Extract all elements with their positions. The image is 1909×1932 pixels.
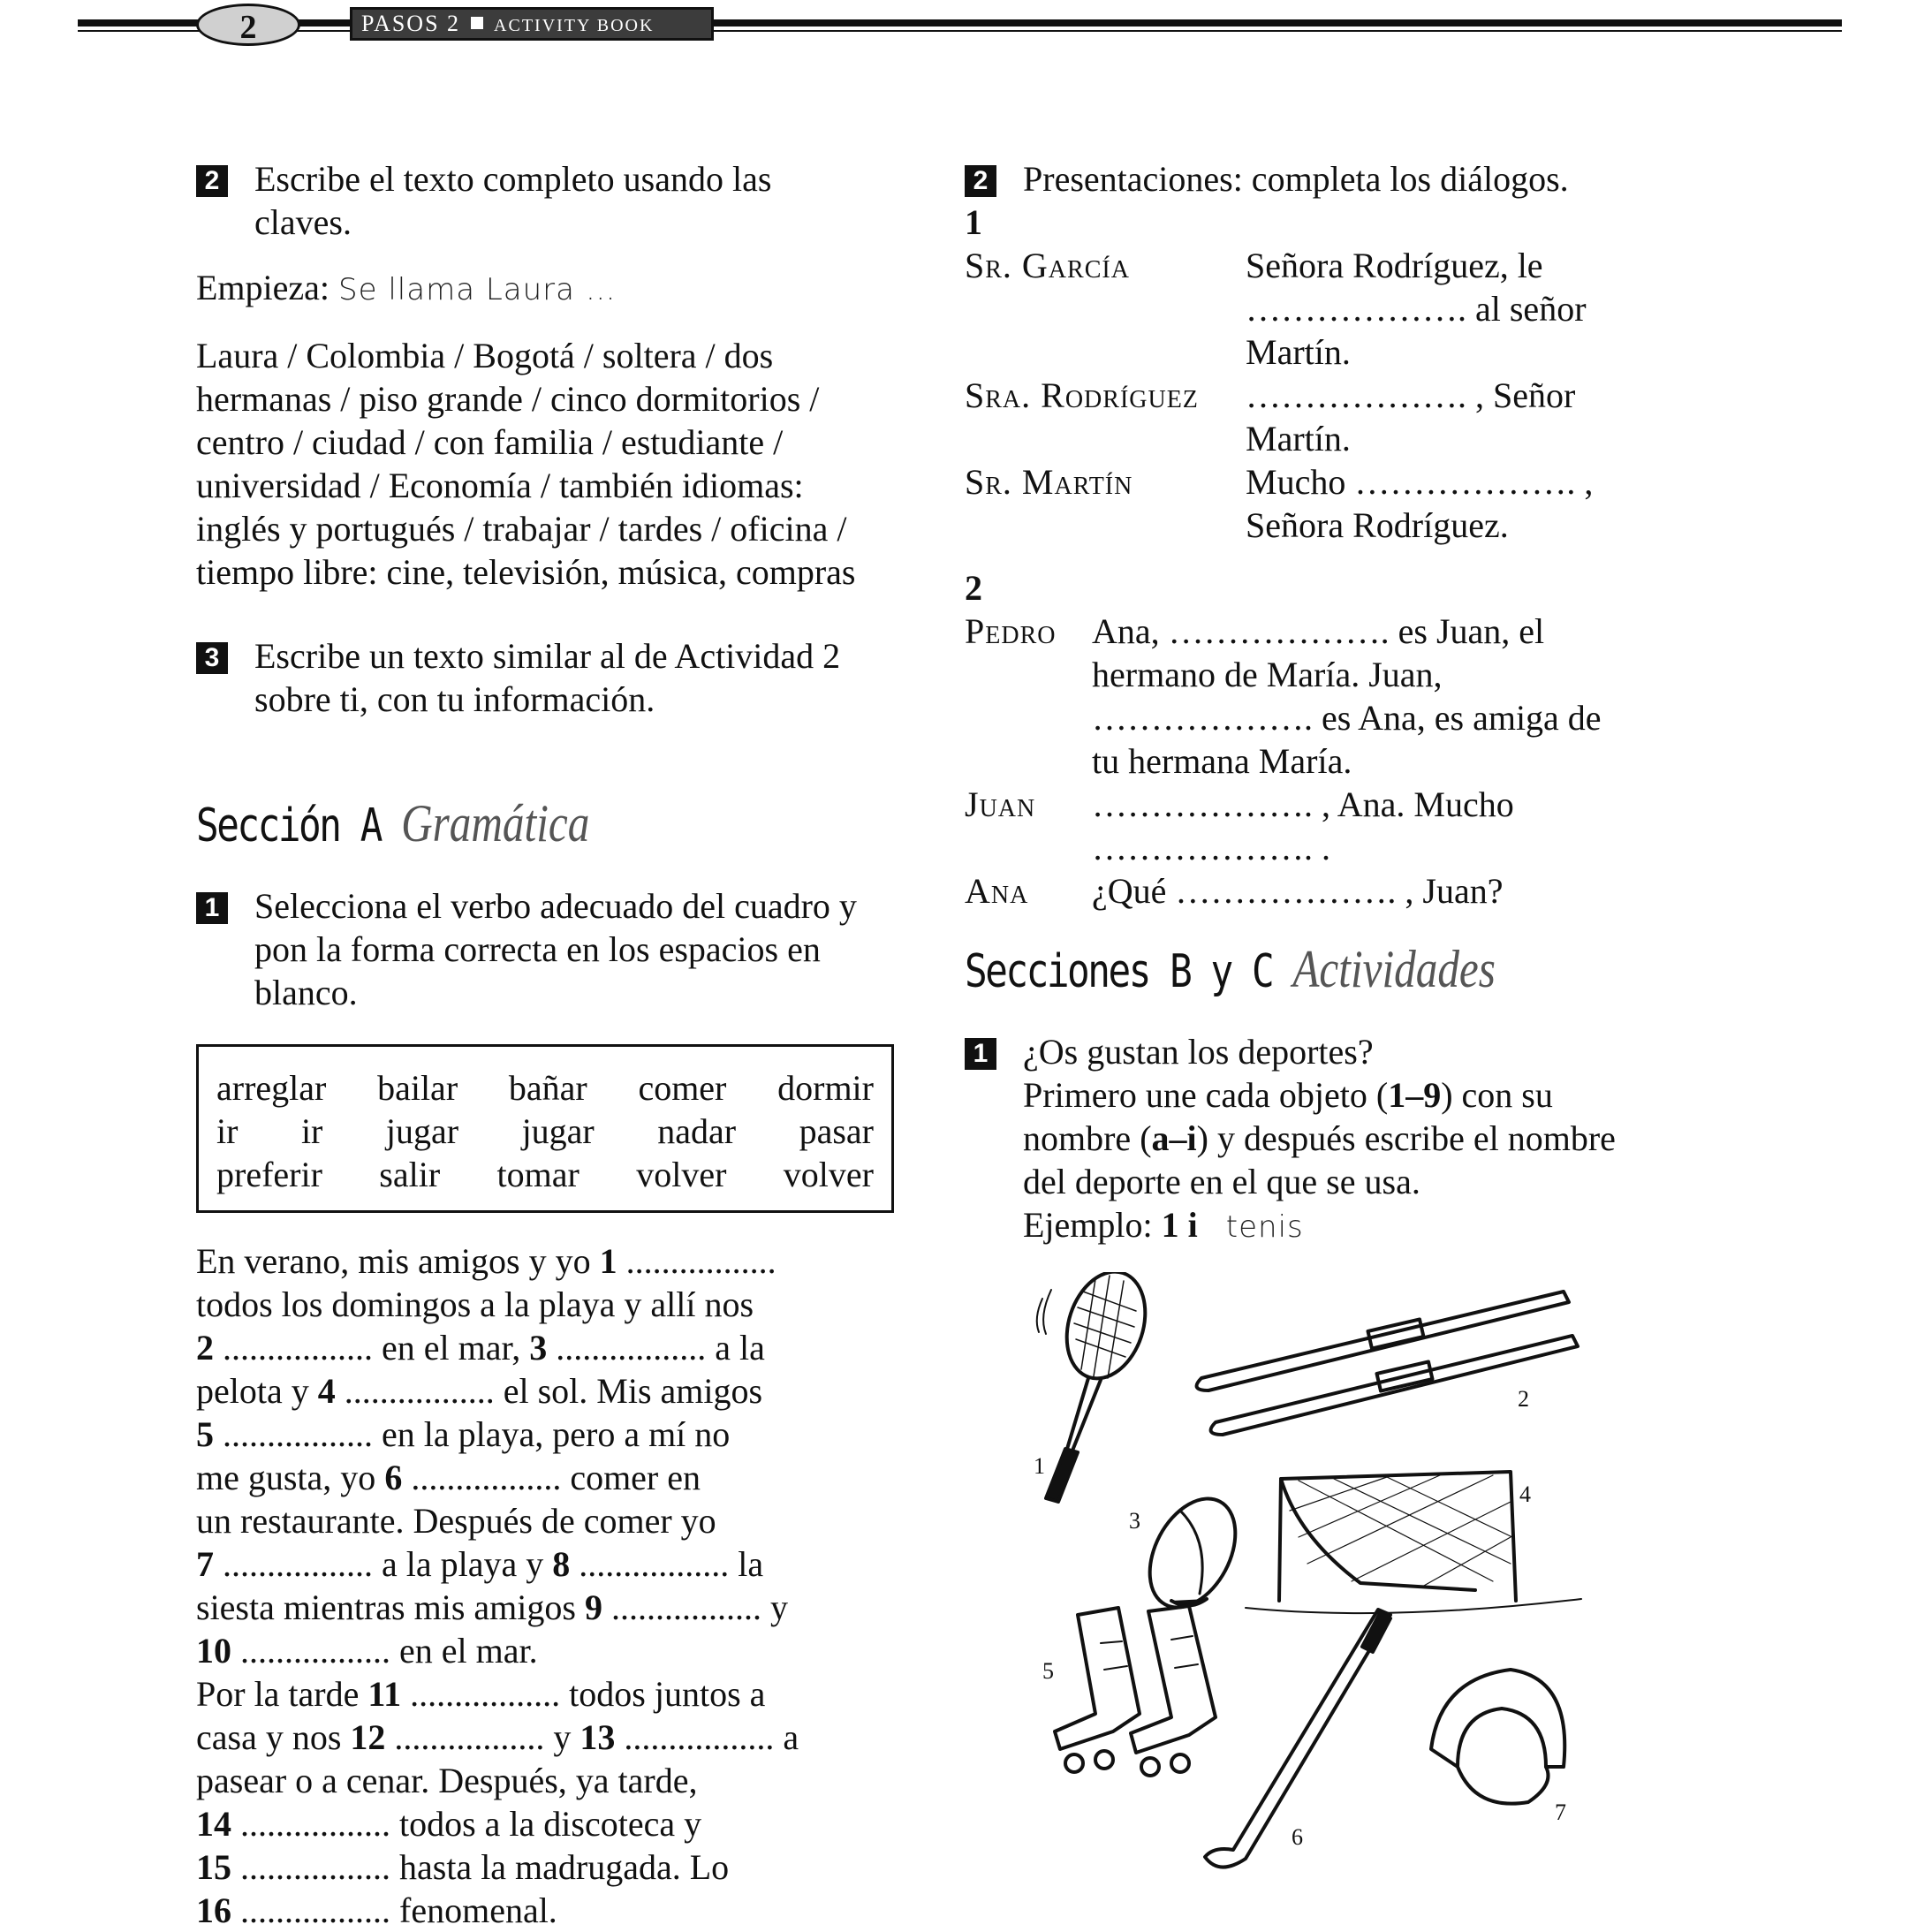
presentations-activity	[965, 157, 1689, 201]
range-label: 1–9	[1388, 1075, 1442, 1115]
blank-number: 15	[196, 1847, 231, 1887]
dialogue-text	[1246, 374, 1575, 460]
range-label: a–i	[1151, 1118, 1197, 1158]
speaker: Sra. Rodríguez	[965, 375, 1199, 415]
start-prompt	[196, 266, 903, 312]
blank-number: 13	[580, 1717, 616, 1757]
left-column	[196, 157, 903, 1932]
dialogue-turn	[965, 783, 1689, 869]
section-subtitle: Gramática	[401, 794, 590, 852]
dialogue-line: Martín.	[1246, 419, 1351, 458]
verb: ir	[216, 1111, 239, 1151]
page-number: 2	[196, 4, 300, 46]
clue-line: universidad / Economía / también idiomas:	[196, 466, 804, 505]
verb: arreglar	[216, 1068, 327, 1108]
dialogue-2	[965, 610, 1689, 913]
item-label: 7	[1555, 1799, 1566, 1825]
dialogue-line: Señora Rodríguez.	[1246, 505, 1509, 545]
speaker: Sr. García	[965, 246, 1130, 285]
verb-row	[216, 1110, 874, 1153]
dialogue-text	[1246, 244, 1587, 374]
story-line: casa y nos 12 ................. y 13 ................. a	[196, 1717, 799, 1757]
item-label: 1	[1034, 1453, 1045, 1479]
activity-number-badge: 1	[965, 1038, 996, 1070]
goal-net-icon	[1246, 1472, 1581, 1613]
blank-number: 2	[196, 1328, 214, 1368]
instruction-line: claves.	[254, 202, 352, 242]
verb: preferir	[216, 1155, 322, 1194]
blank-number: 14	[196, 1804, 231, 1844]
verb: jugar	[385, 1111, 459, 1151]
blank-number: 4	[317, 1371, 336, 1411]
skis-icon	[1197, 1292, 1578, 1435]
dialogue-line: Martín.	[1246, 332, 1351, 372]
dialogue-turn	[965, 244, 1689, 374]
activity-number-badge: 2	[965, 165, 996, 197]
verb: dormir	[777, 1068, 874, 1108]
verb: ir	[300, 1111, 323, 1151]
story-line: 14 ................. todos a la discoteca y	[196, 1804, 702, 1844]
item-label: 6	[1292, 1824, 1303, 1850]
story-line: un restaurante. Después de comer yo	[196, 1501, 716, 1541]
item-label: 4	[1519, 1481, 1531, 1507]
header-rule-thin	[78, 30, 1842, 32]
blank-number: 3	[529, 1328, 548, 1368]
activity-2-left	[196, 157, 903, 244]
start-text: Se llama Laura …	[338, 272, 617, 307]
verb: volver	[636, 1155, 727, 1194]
blank-number: 7	[196, 1544, 214, 1584]
dialogue-line: ………………. , Ana. Mucho	[1092, 784, 1514, 824]
sports-activity	[965, 1030, 1689, 1249]
tennis-racket-icon	[1037, 1272, 1158, 1502]
sports-equipment-illustration	[1016, 1272, 1625, 1882]
verb: bañar	[508, 1068, 587, 1108]
blank-number: 1	[599, 1241, 617, 1281]
dialogue-number: 2	[965, 568, 982, 608]
right-column	[965, 157, 1689, 1249]
rugby-ball-icon	[1133, 1484, 1253, 1622]
dialogue-text	[1092, 783, 1514, 869]
instruction-line: blanco.	[254, 973, 358, 1012]
story-line: todos los domingos a la playa y allí nos	[196, 1284, 754, 1324]
speaker: Sr. Martín	[965, 462, 1133, 502]
instruction-line: Presentaciones: completa los diálogos.	[1023, 159, 1569, 199]
clue-line: hermanas / piso grande / cinco dormitorios /	[196, 379, 820, 419]
story-text	[196, 1239, 903, 1932]
instruction-line: del deporte en el que se usa.	[1023, 1162, 1420, 1201]
instruction-line: Selecciona el verbo adecuado del cuadro y	[254, 886, 857, 926]
verb: salir	[379, 1155, 441, 1194]
clue-line: centro / ciudad / con familia / estudiante /	[196, 422, 784, 462]
speaker: Ana	[965, 871, 1029, 911]
section-title: Sección A	[196, 799, 402, 852]
blank-number: 12	[350, 1717, 386, 1757]
dialogue-turn	[965, 610, 1689, 783]
verb: comer	[638, 1068, 727, 1108]
instruction-line: sobre ti, con tu información.	[254, 679, 655, 719]
story-line: pasear o a cenar. Después, ya tarde,	[196, 1761, 698, 1800]
instruction-line: Escribe un texto similar al de Actividad 2	[254, 636, 841, 676]
clue-line: Laura / Colombia / Bogotá / soltera / dos	[196, 336, 774, 375]
verb: nadar	[657, 1111, 737, 1151]
story-line: 16 ................. fenomenal.	[196, 1890, 557, 1930]
item-label: 5	[1042, 1658, 1054, 1684]
verb: bailar	[377, 1068, 458, 1108]
dialogue-line: ………………. , Señor	[1246, 375, 1576, 415]
story-line: 2 ................. en el mar, 3 ................. a la	[196, 1328, 765, 1368]
instruction-line: nombre (a–i) y después escribe el nombre	[1023, 1118, 1616, 1158]
story-line: Por la tarde 11 ................. todos juntos a	[196, 1674, 766, 1714]
instruction-line: Primero une cada objeto (1–9) con su	[1023, 1075, 1553, 1115]
activity-number-badge: 2	[196, 165, 228, 197]
instruction-line: ¿Os gustan los deportes?	[1023, 1032, 1374, 1072]
example-answer: tenis	[1225, 1209, 1304, 1245]
verb: jugar	[521, 1111, 595, 1151]
section-bc-heading	[965, 940, 1558, 998]
story-line: 10 ................. en el mar.	[196, 1631, 538, 1671]
activity-number-badge: 3	[196, 642, 228, 674]
verb: pasar	[799, 1111, 874, 1151]
section-a-heading	[196, 794, 776, 852]
story-line: me gusta, yo 6 ................. comer en	[196, 1458, 701, 1497]
dialogue-number: 1	[965, 202, 982, 242]
dialogue-text	[1092, 610, 1602, 783]
example-line: Ejemplo: 1 i tenis	[1023, 1205, 1304, 1245]
grammar-activity-1	[196, 884, 903, 1014]
book-title-tab	[350, 7, 714, 41]
verb: tomar	[496, 1155, 580, 1194]
clue-line: tiempo libre: cine, televisión, música, compras	[196, 552, 856, 592]
dialogue-1	[965, 244, 1689, 547]
story-line: 5 ................. en la playa, pero a mí no	[196, 1414, 731, 1454]
verb-row	[216, 1153, 874, 1196]
instruction-line: pon la forma correcta en los espacios en	[254, 929, 821, 969]
dialogue-line: ………………. al señor	[1246, 289, 1587, 329]
clues-block	[196, 334, 903, 594]
speaker: Pedro	[965, 611, 1057, 651]
section-title: Secciones B y C	[965, 945, 1293, 998]
dialogue-turn	[965, 374, 1689, 460]
section-subtitle: Actividades	[1292, 940, 1496, 998]
dialogue-line: ………………. .	[1092, 828, 1330, 868]
clue-line: inglés y portugués / trabajar / tardes / oficina /	[196, 509, 847, 549]
blank-number: 5	[196, 1414, 214, 1454]
dialogue-line: Mucho ………………. ,	[1246, 462, 1594, 502]
verb-box	[196, 1044, 894, 1213]
blank-number: 16	[196, 1890, 231, 1930]
dialogue-turn	[965, 460, 1689, 547]
story-line: 7 ................. a la playa y 8 ................. la	[196, 1544, 764, 1584]
item-label: 2	[1518, 1386, 1529, 1412]
verb-row	[216, 1066, 874, 1110]
blank-number: 11	[367, 1674, 402, 1714]
blank-number: 6	[384, 1458, 403, 1497]
square-bullet-icon	[471, 17, 483, 29]
helmet-icon	[1431, 1670, 1564, 1804]
activity-number-badge: 1	[196, 892, 228, 924]
dialogue-turn	[965, 869, 1689, 913]
header-rule	[78, 19, 1842, 27]
dialogue-line: ………………. es Ana, es amiga de	[1092, 698, 1602, 738]
story-line: siesta mientras mis amigos 9 ................. y	[196, 1587, 788, 1627]
start-label: Empieza:	[196, 268, 339, 307]
dialogue-line: ¿Qué ………………. , Juan?	[1092, 871, 1504, 911]
story-line: 15 ................. hasta la madrugada. Lo	[196, 1847, 730, 1887]
skates-icon	[1055, 1606, 1216, 1776]
speaker: Juan	[965, 784, 1036, 824]
dialogue-text	[1092, 869, 1503, 913]
verb: volver	[783, 1155, 874, 1194]
dialogue-line: hermano de María. Juan,	[1092, 655, 1443, 694]
instruction-line: Escribe el texto completo usando las	[254, 159, 772, 199]
blank-number: 9	[584, 1587, 602, 1627]
blank-number: 10	[196, 1631, 231, 1671]
book-subtitle: ACTIVITY BOOK	[494, 16, 655, 35]
dialogue-line: Señora Rodríguez, le	[1246, 246, 1543, 285]
dialogue-line: Ana, ………………. es Juan, el	[1092, 611, 1545, 651]
item-label: 3	[1129, 1508, 1140, 1534]
dialogue-text	[1246, 460, 1593, 547]
blank-number: 8	[552, 1544, 571, 1584]
dialogue-line: tu hermana María.	[1092, 741, 1352, 781]
example-key: 1 i	[1161, 1205, 1198, 1245]
story-line: En verano, mis amigos y yo 1 .................	[196, 1241, 776, 1281]
story-line: pelota y 4 ................. el sol. Mis amigos	[196, 1371, 763, 1411]
book-title: PASOS 2	[361, 11, 461, 36]
activity-3	[196, 634, 903, 721]
